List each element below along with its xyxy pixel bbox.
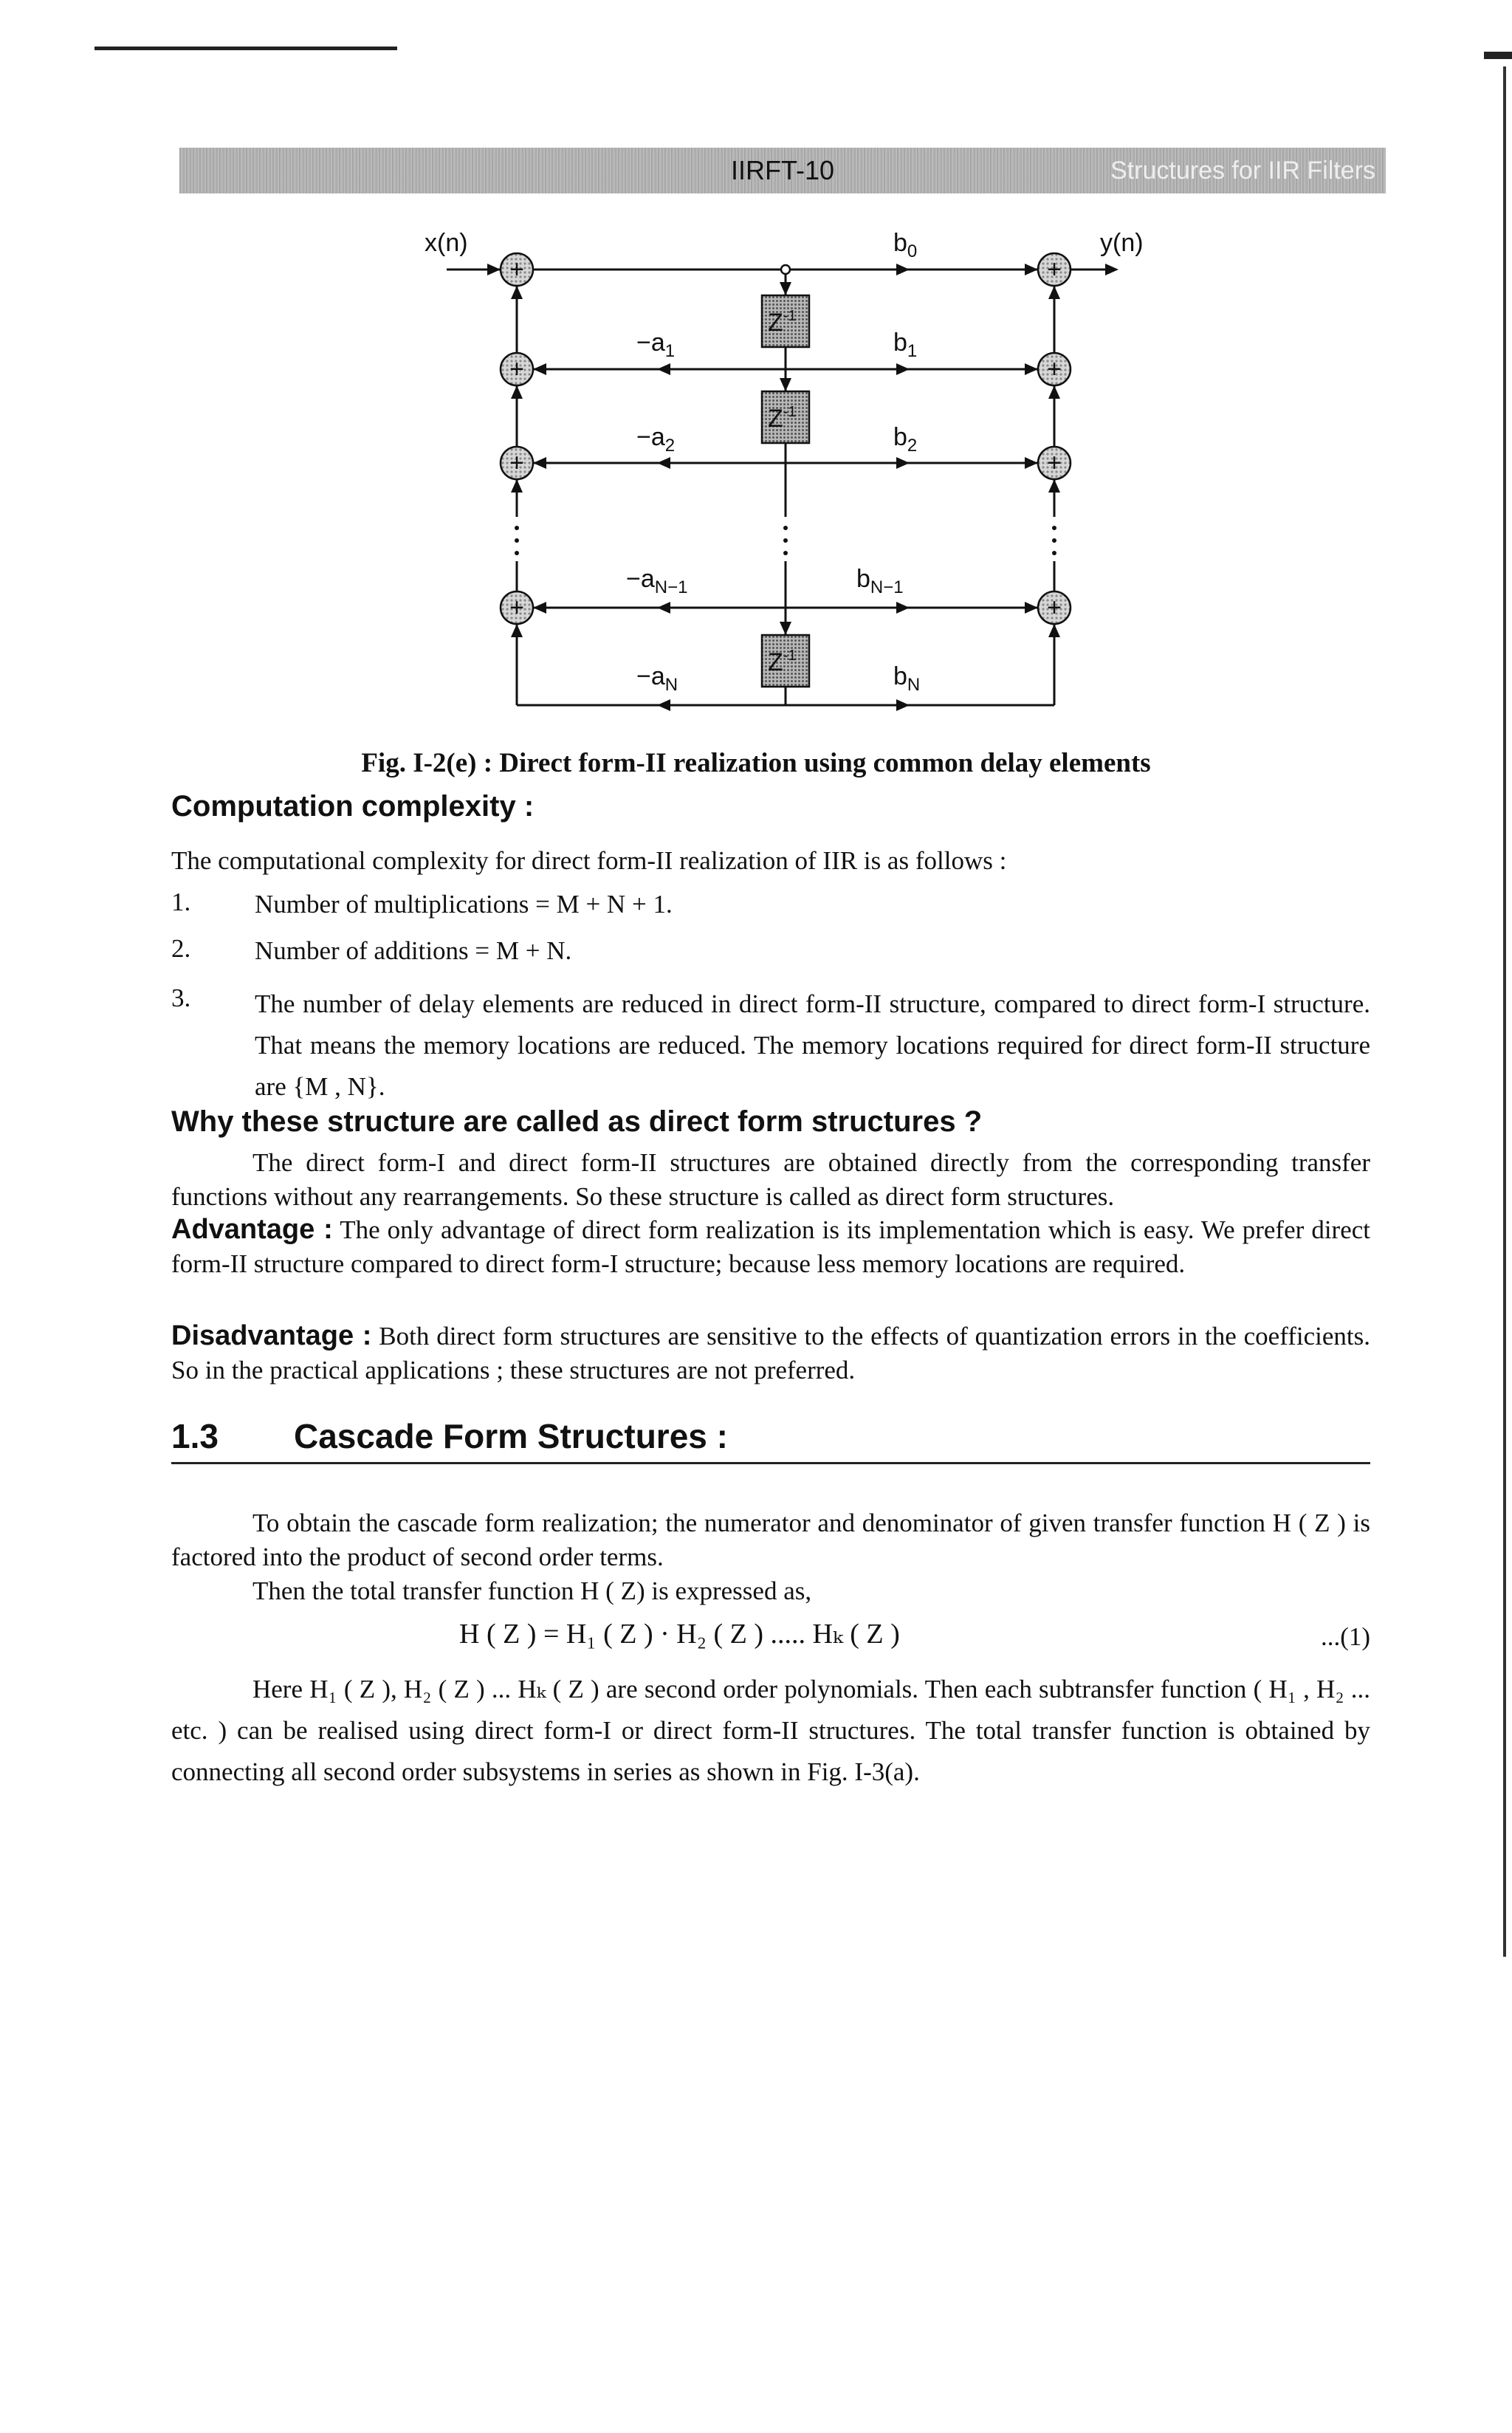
list-item: The number of delay elements are reduced in direct form-II structure, compared to direct form-I structure. That means the memory locations are reduced. The memory locations required for direct form-II structure are {M , N}. — [255, 989, 1370, 1101]
disadvantage-paragraph — [171, 1319, 1370, 1387]
equation-number: ...(1) — [1320, 1622, 1370, 1651]
computation-intro: The computational complexity for direct form-II realization of IIR is as follows : — [171, 846, 1007, 875]
section-paragraph-3: Here H₁ ( Z ), H₂ ( Z ) ... Hₖ ( Z ) are second order polynomials. Then each subtransfer function ( H₁ , H₂ ... etc. ) can be realised using direct form-I or direct form-II structures. The total transfer function is obtained by connecting all second order subsystems in series as shown in Fig. I-3(a). — [171, 1675, 1370, 1786]
delay-z: Z — [768, 648, 783, 676]
coef-a2: $-a_2$ — [636, 423, 676, 456]
adder-symbol: + — [1047, 355, 1062, 383]
adder-symbol: + — [509, 355, 524, 383]
section-paragraph-1: To obtain the cascade form realization; the numerator and denominator of given transfer function H ( Z ) is factored into the product of second order terms. — [171, 1509, 1370, 1571]
coef-bn: $b_N$ — [893, 662, 921, 695]
adder-symbol: + — [509, 255, 524, 284]
computation-heading: Computation complexity : — [171, 790, 535, 823]
direct-form-ii-diagram — [0, 0, 1512, 746]
header-chapter-title: Structures for IIR Filters — [1110, 157, 1375, 185]
list-number: 1. — [171, 888, 191, 916]
output-label: y(n) — [1100, 229, 1144, 257]
coef-an: $-a_N$ — [636, 662, 678, 695]
coef-an1: $-a_{N-1}$ — [626, 565, 688, 597]
header-title: IIRFT-10 — [730, 155, 835, 185]
delay-exp: -1 — [783, 308, 797, 324]
advantage-label: Advantage : — [171, 1214, 333, 1245]
disadvantage-label: Disadvantage : — [171, 1320, 372, 1351]
figure-caption: Fig. I-2(e) : Direct form-II realization using common delay elements — [361, 748, 1151, 778]
list-number: 2. — [171, 934, 191, 963]
section-paragraph-2: Then the total transfer function H ( Z) is expressed as, — [252, 1576, 812, 1605]
adder-symbol: + — [1047, 255, 1062, 284]
advantage-text: The only advantage of direct form realization is its implementation which is easy. We prefer direct form-II structure compared to direct form-I structure; because less memory locations are required. — [171, 1215, 1370, 1278]
list-number: 3. — [171, 984, 191, 1012]
section-rule — [171, 1462, 1370, 1464]
adder-symbol: + — [509, 594, 524, 622]
coef-a1: $-a_1$ — [636, 329, 676, 361]
equation: H ( Z ) = H₁ ( Z ) · H₂ ( Z ) ..... Hₖ ( Z ) — [459, 1619, 900, 1650]
list-item: Number of additions = M + N. — [255, 936, 572, 965]
adder-symbol: + — [509, 449, 524, 477]
section-number: 1.3 — [171, 1417, 219, 1455]
coef-b0: $b_0$ — [893, 229, 918, 261]
delay-z: Z — [768, 309, 783, 337]
coef-bn1: $b_{N-1}$ — [856, 565, 904, 597]
coef-b1: $b_1$ — [893, 329, 918, 361]
section-title: Cascade Form Structures : — [294, 1417, 728, 1455]
why-paragraph: The direct form-I and direct form-II structures are obtained directly from the corresponding transfer functions without any rearrangements. So these structure is called as direct form structures. — [171, 1148, 1370, 1211]
delay-exp: -1 — [783, 404, 797, 420]
input-label: x(n) — [425, 229, 468, 257]
coef-b2: $b_2$ — [893, 423, 918, 456]
adder-symbol: + — [1047, 594, 1062, 622]
delay-z: Z — [768, 405, 783, 433]
why-heading: Why these structure are called as direct form structures ? — [171, 1105, 983, 1138]
advantage-paragraph — [171, 1212, 1370, 1281]
delay-exp: -1 — [783, 648, 797, 664]
adder-symbol: + — [1047, 449, 1062, 477]
list-item: Number of multiplications = M + N + 1. — [255, 890, 673, 919]
disadvantage-text: Both direct form structures are sensitive to the effects of quantization errors in the coefficients. So in the practical applications ; these structures are not preferred. — [171, 1322, 1370, 1384]
